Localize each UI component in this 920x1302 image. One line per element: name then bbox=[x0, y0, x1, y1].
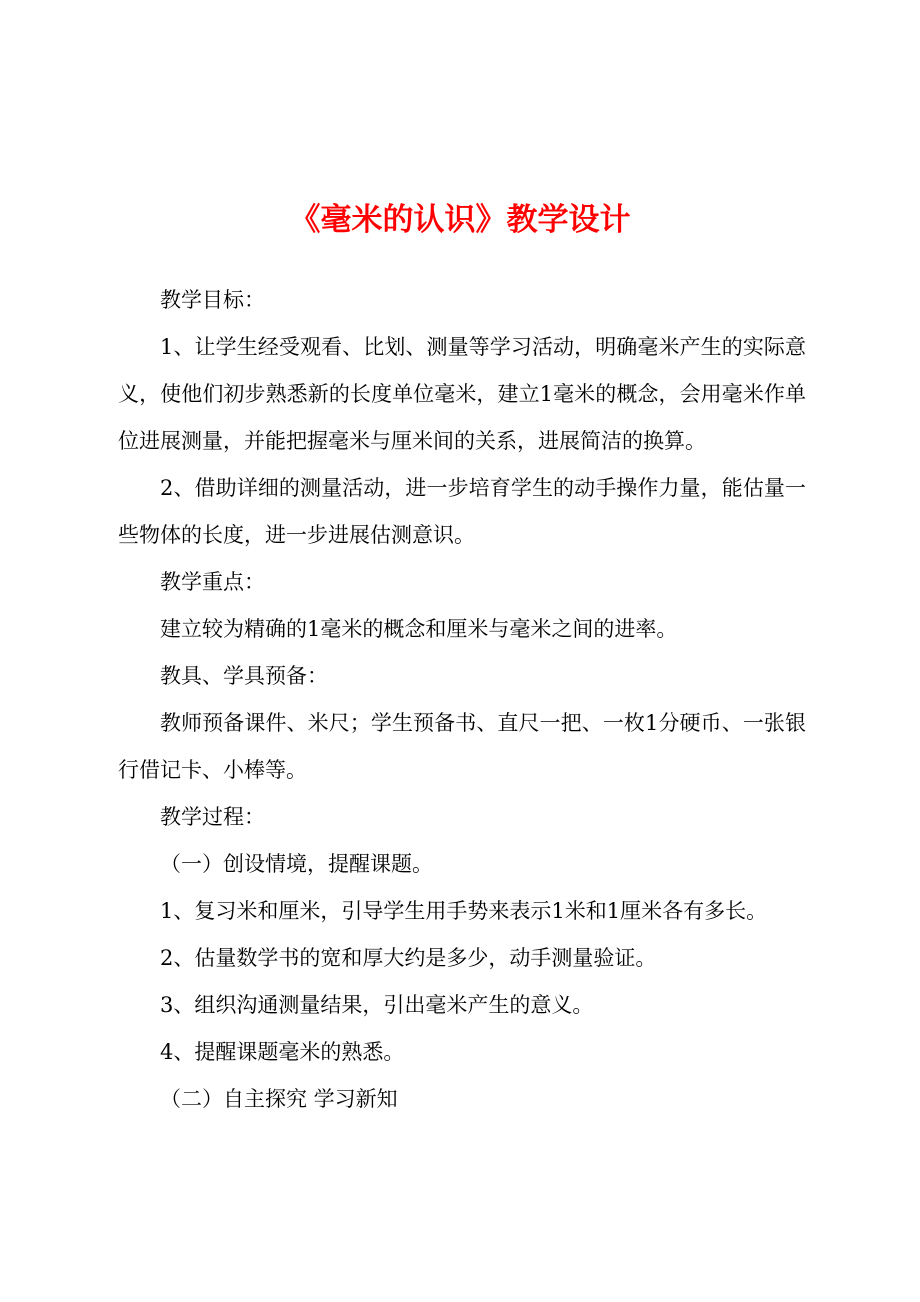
list-item: 3、组织沟通测量结果，引出毫米产生的意义。 bbox=[160, 993, 594, 1017]
list-item: 4、提醒课题毫米的熟悉。 bbox=[160, 1040, 405, 1064]
document-title: 《毫米的认识》教学设计 bbox=[289, 202, 631, 238]
heading-process: 教学过程： bbox=[160, 805, 265, 829]
paragraph-goal-2: 2、借助详细的测量活动，进一步培育学生的动手操作力量，能估量一些物体的长度，进一步进展估测意识。 bbox=[118, 476, 806, 547]
heading-materials: 教具、学具预备： bbox=[160, 664, 328, 688]
list-item: 2、估量数学书的宽和厚大约是多少，动手测量验证。 bbox=[160, 946, 657, 970]
list-item: 1、复习米和厘米，引导学生用手势来表示1米和1厘米各有多长。 bbox=[160, 899, 768, 923]
heading-teaching-goals: 教学目标： bbox=[160, 288, 265, 312]
paragraph-goal-1: 1、让学生经受观看、比划、测量等学习活动，明确毫米产生的实际意义，使他们初步熟悉新的长度单位毫米，建立1毫米的概念，会用毫米作单位进展测量，并能把握毫米与厘米间的关系，进展简洁的换算。 bbox=[118, 335, 806, 453]
heading-section-2: （二）自主探究 学习新知 bbox=[160, 1087, 398, 1111]
heading-section-1: （一）创设情境，提醒课题。 bbox=[160, 852, 433, 876]
paragraph-key-point: 建立较为精确的1毫米的概念和厘米与毫米之间的进率。 bbox=[160, 617, 678, 641]
heading-key-points: 教学重点： bbox=[160, 570, 265, 594]
document-body bbox=[118, 277, 806, 1123]
paragraph-materials: 教师预备课件、米尺；学生预备书、直尺一把、一枚1分硬币、一张银行借记卡、小棒等。 bbox=[118, 711, 806, 782]
